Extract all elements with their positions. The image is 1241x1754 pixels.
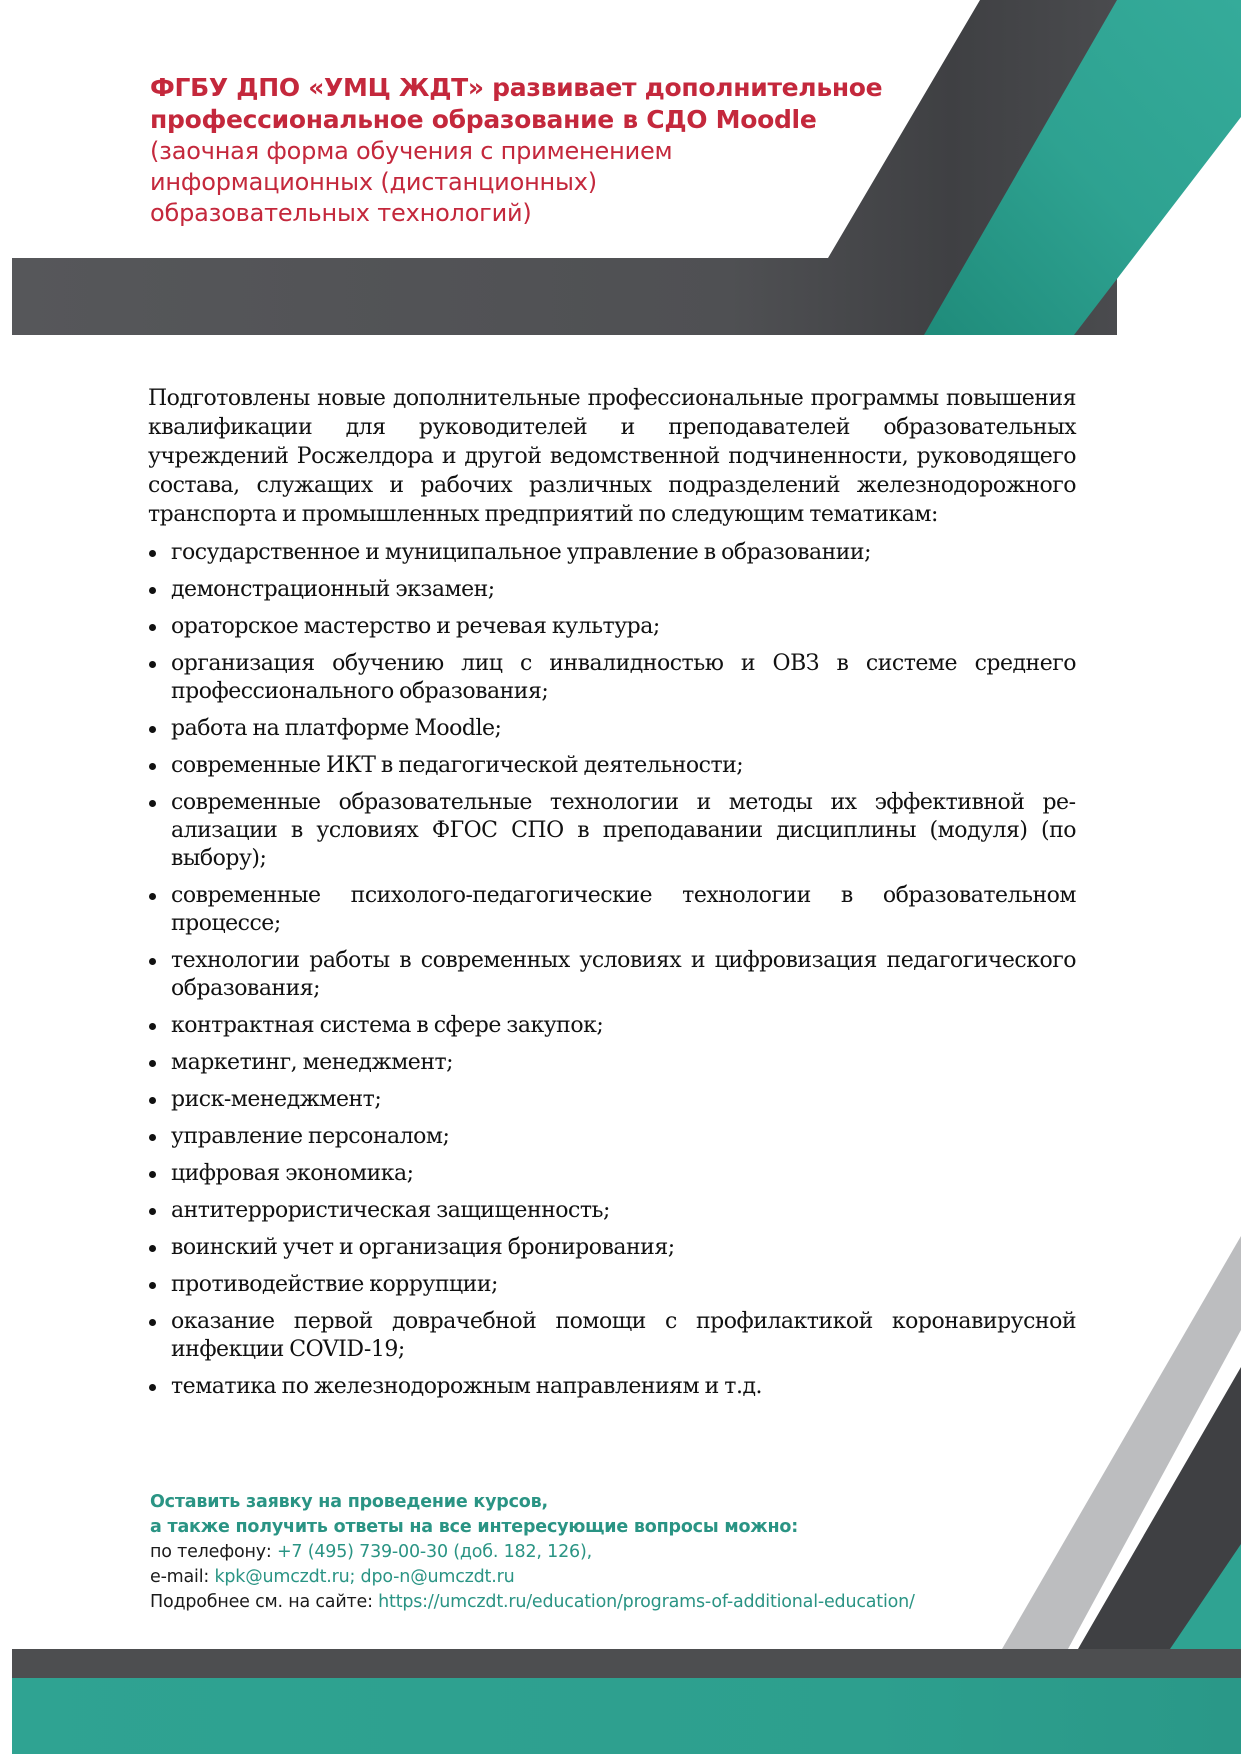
subtitle-line: (заочная форма обучения с применением — [150, 137, 673, 165]
list-item-text: контрактная система в сфере закупок; — [171, 1013, 604, 1038]
list-item — [148, 1373, 1076, 1401]
title-line: профессиональное образование в СДО Moodle — [150, 105, 817, 134]
bullet-icon — [149, 800, 156, 807]
list-item — [148, 1086, 1076, 1114]
bullet-icon — [149, 1097, 156, 1104]
bullet-icon — [149, 1245, 156, 1252]
list-item — [148, 539, 1076, 567]
bullet-icon — [149, 1134, 156, 1141]
list-item — [148, 1271, 1076, 1299]
email-label: e-mail: — [150, 1567, 215, 1587]
list-item-text: технологии работы в современных условиях и цифровизация педагогического образования; — [171, 948, 1076, 1001]
list-item — [148, 1049, 1076, 1077]
list-item — [148, 576, 1076, 604]
bullet-icon — [149, 661, 156, 668]
list-item — [148, 650, 1076, 706]
bullet-icon — [149, 1282, 156, 1289]
list-item-text: антитеррористическая защищенность; — [171, 1198, 610, 1223]
list-item — [148, 613, 1076, 641]
website-line — [150, 1590, 1050, 1615]
intro-paragraph: Подготовлены новые дополнительные профессиональные программы повышения квалификации для руководителей и преподавателей образовательных учреждений Росжелдора и другой ведомственной подчиненности, руководящего состава, служащих и рабочих различных подразделений железнодорожного транспорта и промышленных предприятий по следующим тематикам: — [148, 386, 1076, 527]
bottom-teal-band — [12, 1678, 1241, 1754]
header — [150, 72, 910, 229]
list-item — [148, 1160, 1076, 1188]
subtitle-line: образовательных технологий) — [150, 199, 532, 227]
website-link[interactable]: https://umczdt.ru/education/programs-of-additional-education/ — [378, 1592, 915, 1612]
contact-block — [150, 1490, 1050, 1615]
list-item — [148, 882, 1076, 938]
bullet-icon — [149, 1319, 156, 1326]
cta-line: а также получить ответы на все интересующие вопросы можно: — [150, 1517, 798, 1537]
list-item-text: организация обучению лиц с инвалидностью и ОВЗ в системе среднего профессионального образования; — [171, 651, 1076, 704]
bullet-icon — [149, 1384, 156, 1391]
list-item — [148, 752, 1076, 780]
bullet-icon — [149, 550, 156, 557]
list-item-text: современные образовательные технологии и методы их эффективной реализации в условиях ФГОС СПО в преподавании дисциплины (модуля) (по выбору); — [171, 790, 1076, 871]
list-item — [148, 1197, 1076, 1225]
list-item-text: государственное и муниципальное управление в образовании; — [171, 540, 872, 565]
bullet-icon — [149, 624, 156, 631]
phone-number[interactable]: +7 (495) 739-00-30 (доб. 182, 126), — [276, 1542, 592, 1562]
email-line — [150, 1565, 1050, 1590]
list-item-text: маркетинг, менеджмент; — [171, 1050, 454, 1075]
bullet-icon — [149, 893, 156, 900]
list-item-text: работа на платформе Moodle; — [171, 716, 502, 741]
list-item-text: оказание первой доврачебной помощи с профилактикой коронавирусной инфекции COVID-19; — [171, 1309, 1076, 1362]
main-content — [148, 384, 1076, 1401]
bullet-icon — [149, 1208, 156, 1215]
bullet-icon — [149, 958, 156, 965]
list-item-text: противодействие коррупции; — [171, 1272, 498, 1297]
list-item — [148, 1234, 1076, 1262]
phone-line — [150, 1540, 1050, 1565]
list-item-text: риск-менеджмент; — [171, 1087, 382, 1112]
bullet-icon — [149, 1171, 156, 1178]
bullet-icon — [149, 1023, 156, 1030]
list-item — [148, 789, 1076, 873]
bullet-icon — [149, 587, 156, 594]
list-item — [148, 1308, 1076, 1364]
list-item-text: цифровая экономика; — [171, 1161, 414, 1186]
list-item-text: демонстрационный экзамен; — [171, 577, 495, 602]
topics-list — [148, 539, 1076, 1401]
list-item-text: воинский учет и организация бронирования; — [171, 1235, 675, 1260]
phone-label: по телефону: — [150, 1542, 277, 1562]
list-item-text: современные ИКТ в педагогической деятельности; — [171, 753, 744, 778]
bottom-gray-band — [12, 1649, 1241, 1678]
subtitle-line: информационных (дистанционных) — [150, 168, 597, 196]
bullet-icon — [149, 726, 156, 733]
bullet-icon — [149, 1060, 156, 1067]
list-item-text: тематика по железнодорожным направлениям и т.д. — [171, 1374, 763, 1399]
cta-line: Оставить заявку на проведение курсов, — [150, 1492, 548, 1512]
bullet-icon — [149, 763, 156, 770]
email-link[interactable]: kpk@umczdt.ru; dpo-n@umczdt.ru — [214, 1567, 515, 1587]
list-item-text: современные психолого-педагогические технологии в образовательном процессе; — [171, 883, 1076, 936]
list-item-text: управление персоналом; — [171, 1124, 450, 1149]
list-item — [148, 1123, 1076, 1151]
list-item — [148, 947, 1076, 1003]
website-label: Подробнее см. на сайте: — [150, 1592, 379, 1612]
list-item — [148, 715, 1076, 743]
title-line: ФГБУ ДПО «УМЦ ЖДТ» развивает дополнительное — [150, 73, 883, 102]
list-item-text: ораторское мастерство и речевая культура; — [171, 614, 660, 639]
list-item — [148, 1012, 1076, 1040]
